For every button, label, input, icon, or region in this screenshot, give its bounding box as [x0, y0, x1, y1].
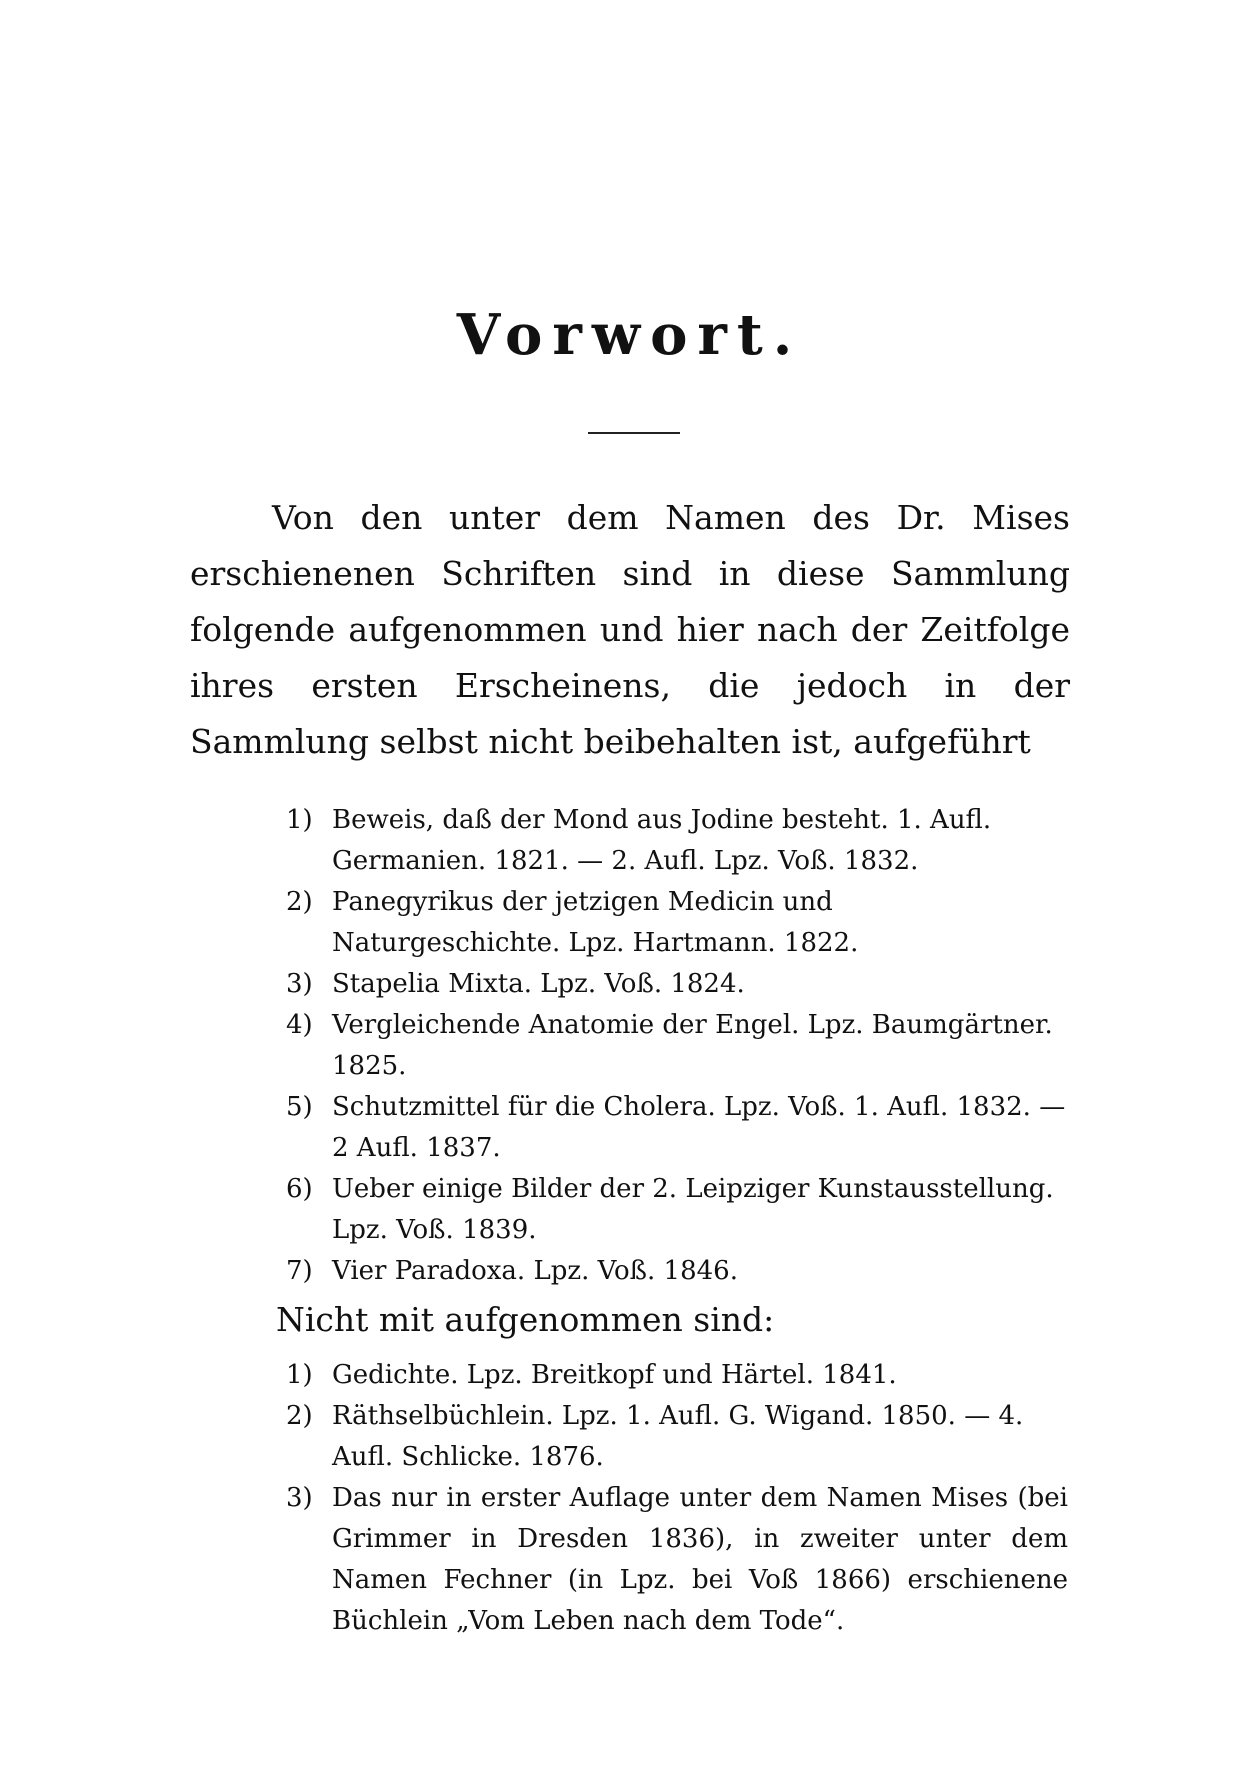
list-item-text: Das nur in erster Auflage unter dem Namen Mises (bei Grimmer in Dresden 1836), in zweiter unter dem Namen Fechner (in Lpz. bei Voß 1866) erschienene Büchlein „Vom Leben nach dem Tode“.: [332, 1483, 1068, 1636]
list-item-number: 6): [286, 1174, 313, 1204]
list-item: [286, 800, 1068, 882]
intro-text: Von den unter dem Namen des Dr. Mises erschienenen Schriften sind in diese Sammlung folgende aufgenommen und hier nach der Zeitfolge ihres ersten Erscheinens, die jedoch in der Sammlung selbst nicht beibehalten ist, aufgeführt: [190, 498, 1070, 761]
list-item: [286, 1478, 1068, 1642]
list-item-number: 3): [286, 1483, 313, 1513]
list-item-text: Gedichte. Lpz. Breitkopf und Härtel. 1841.: [332, 1360, 897, 1390]
not-included-heading: Nicht mit aufgenommen sind:: [276, 1300, 775, 1339]
list-item: [286, 964, 1068, 1005]
list-item-text: Stapelia Mixta. Lpz. Voß. 1824.: [332, 969, 745, 999]
list-item-number: 3): [286, 969, 313, 999]
list-item: [286, 1005, 1068, 1087]
list-item-number: 1): [286, 805, 313, 835]
list-item: [286, 882, 1068, 964]
list-item-text: Beweis, daß der Mond aus Jodine besteht. 1. Aufl. Germanien. 1821. — 2. Aufl. Lpz. Voß. 1832.: [332, 805, 992, 876]
not-included-works-list: [286, 1355, 1068, 1642]
intro-paragraph: [190, 490, 1070, 770]
title-rule: [588, 432, 680, 434]
list-item-text: Panegyrikus der jetzigen Medicin und Naturgeschichte. Lpz. Hartmann. 1822.: [332, 887, 859, 958]
list-item: [286, 1087, 1068, 1169]
list-item-number: 1): [286, 1360, 313, 1390]
list-item: [286, 1251, 1068, 1292]
list-item-number: 4): [286, 1010, 313, 1040]
list-item-number: 2): [286, 887, 313, 917]
list-item-number: 2): [286, 1401, 313, 1431]
list-item-number: 5): [286, 1092, 313, 1122]
list-item: [286, 1396, 1068, 1478]
page-title: Vorwort.: [456, 302, 803, 368]
list-item-text: Räthselbüchlein. Lpz. 1. Aufl. G. Wigand. 1850. — 4. Aufl. Schlicke. 1876.: [332, 1401, 1024, 1472]
list-item-text: Vergleichende Anatomie der Engel. Lpz. Baumgärtner. 1825.: [332, 1010, 1053, 1081]
list-item-text: Ueber einige Bilder der 2. Leipziger Kunstausstellung. Lpz. Voß. 1839.: [332, 1174, 1054, 1245]
list-item-text: Vier Paradoxa. Lpz. Voß. 1846.: [332, 1256, 738, 1286]
list-item-text: Schutzmittel für die Cholera. Lpz. Voß. 1. Aufl. 1832. — 2 Aufl. 1837.: [332, 1092, 1066, 1163]
list-item: [286, 1169, 1068, 1251]
list-item: [286, 1355, 1068, 1396]
list-item-number: 7): [286, 1256, 313, 1286]
included-works-list: [286, 800, 1068, 1292]
